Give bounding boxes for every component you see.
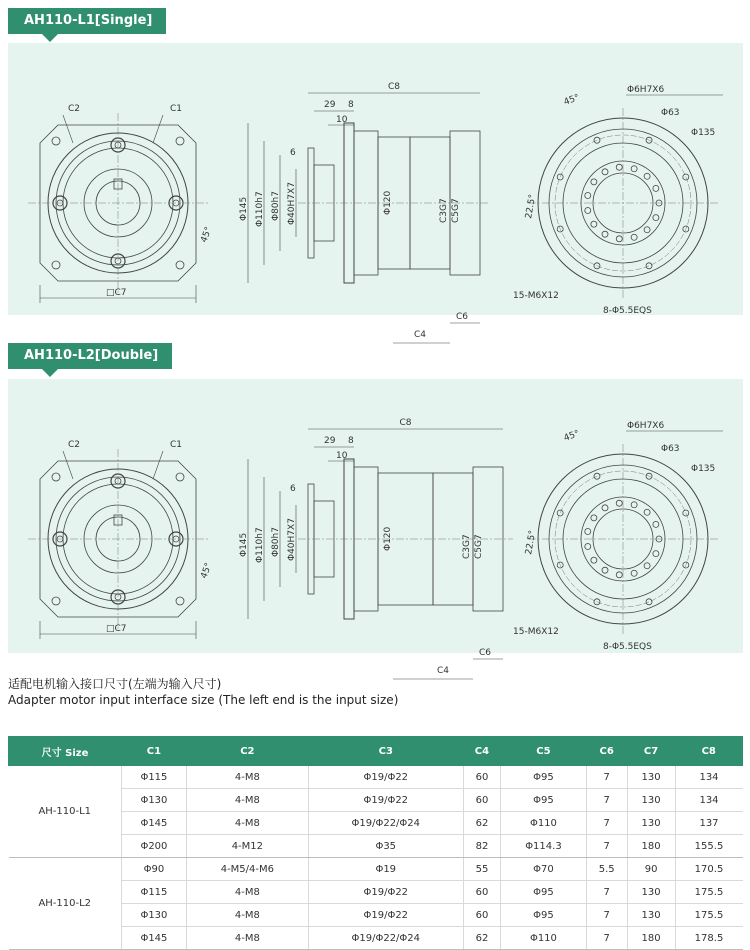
table-cell: 180 [627, 835, 675, 858]
dimension-label: Φ40H7X7 [287, 182, 297, 225]
tapped-hole [616, 164, 622, 170]
table-cell: 55 [463, 858, 500, 881]
dimension-label: 15-M6X12 [513, 627, 559, 637]
table-cell: 60 [463, 904, 500, 927]
dimension-label: C4 [414, 330, 427, 340]
dimension-label: Φ145 [239, 532, 249, 557]
tapped-hole [644, 173, 650, 179]
tapped-hole [631, 166, 637, 172]
tapped-hole [616, 236, 622, 242]
table-cell: 60 [463, 766, 500, 789]
dimension-label: C2 [68, 440, 81, 450]
table-cell: Φ95 [501, 766, 587, 789]
header-c5: C5 [501, 737, 587, 766]
table-cell: Φ90 [122, 858, 187, 881]
table-cell: 62 [463, 812, 500, 835]
tapped-hole [631, 570, 637, 576]
table-cell: 60 [463, 881, 500, 904]
dimension-label: Φ63 [661, 108, 680, 118]
caption-english: Adapter motor input interface size (The left end is the input size) [8, 693, 399, 707]
table-cell: 62 [463, 927, 500, 950]
tapped-hole [591, 179, 597, 185]
dimension-label: C2 [68, 104, 81, 114]
header-c4: C4 [463, 737, 500, 766]
dimension-label: Φ80h7 [271, 527, 281, 557]
tapped-hole [585, 207, 591, 213]
tapped-hole [602, 505, 608, 511]
table-cell: Φ19 [308, 858, 463, 881]
dimension-label: 6 [290, 484, 296, 494]
table-cell: Φ115 [122, 766, 187, 789]
table-cell: 130 [627, 812, 675, 835]
table-cell: Φ19/Φ22/Φ24 [308, 812, 463, 835]
dimension-label: 22.5° [524, 529, 539, 556]
table-cell: 4-M8 [186, 789, 308, 812]
table-cell: 4-M8 [186, 881, 308, 904]
table-cell: Φ95 [501, 881, 587, 904]
dimension-label: □C7 [106, 288, 127, 298]
section-title-single: AH110-L1[Single] [8, 8, 166, 34]
tapped-hole [644, 509, 650, 515]
header-c1: C1 [122, 737, 187, 766]
dimension-label: Φ110h7 [255, 191, 265, 227]
model-cell: AH-110-L2 [9, 858, 122, 950]
tapped-hole [653, 215, 659, 221]
dimension-label: Φ6H7X6 [627, 421, 665, 431]
dimension-label: Φ135 [691, 464, 716, 474]
table-cell: 5.5 [586, 858, 627, 881]
dimension-label: 10 [336, 451, 348, 461]
dimension-label: C5G7 [474, 534, 484, 559]
table-row [9, 766, 743, 789]
table-cell: Φ130 [122, 789, 187, 812]
header-c2: C2 [186, 737, 308, 766]
corner-hole [176, 473, 184, 481]
dimension-label: 22.5° [524, 193, 539, 220]
dimension-label: C3G7 [462, 534, 472, 559]
corner-hole [52, 261, 60, 269]
table-cell: 4-M5/4-M6 [186, 858, 308, 881]
dimension-label: C5G7 [451, 198, 461, 223]
dimension-label: 29 [324, 436, 336, 446]
table-cell: Φ200 [122, 835, 187, 858]
header-size: 尺寸 Size [9, 737, 122, 766]
dimension-label: Φ80h7 [271, 191, 281, 221]
dimension-label: C4 [437, 666, 450, 676]
table-cell: Φ19/Φ22 [308, 789, 463, 812]
dimension-label: Φ120 [383, 526, 393, 551]
drawing-line [63, 115, 73, 143]
table-cell: 175.5 [675, 904, 743, 927]
tapped-hole [591, 515, 597, 521]
table-cell: 170.5 [675, 858, 743, 881]
dimension-label: Φ135 [691, 128, 716, 138]
tapped-hole [653, 521, 659, 527]
table-cell: Φ115 [122, 881, 187, 904]
corner-hole [176, 261, 184, 269]
dimension-label: C6 [479, 648, 492, 658]
drawing-line [153, 451, 163, 479]
table-cell: Φ145 [122, 927, 187, 950]
dimension-label: 29 [324, 100, 336, 110]
table-cell: Φ19/Φ22/Φ24 [308, 927, 463, 950]
table-cell: 4-M8 [186, 766, 308, 789]
dimension-label: C6 [456, 312, 469, 322]
table-cell: 175.5 [675, 881, 743, 904]
table-cell: 7 [586, 766, 627, 789]
table-cell: 134 [675, 789, 743, 812]
dimension-label: Φ110h7 [255, 527, 265, 563]
table-cell: Φ145 [122, 812, 187, 835]
header-c3: C3 [308, 737, 463, 766]
table-cell: 7 [586, 927, 627, 950]
mounting-hole [557, 174, 563, 180]
table-cell: Φ19/Φ22 [308, 881, 463, 904]
dimension-label: 8-Φ5.5EQS [603, 642, 652, 652]
table-cell: Φ110 [501, 812, 587, 835]
mounting-hole [683, 510, 689, 516]
mounting-hole [557, 510, 563, 516]
table-cell: 7 [586, 789, 627, 812]
table-cell: Φ19/Φ22 [308, 904, 463, 927]
drawing-panel-double [8, 379, 743, 676]
dimension-label: 45° [199, 561, 215, 581]
tapped-hole [602, 231, 608, 237]
table-cell: 130 [627, 904, 675, 927]
dimension-label: 10 [336, 115, 348, 125]
table-cell: 7 [586, 835, 627, 858]
dimension-label: Φ145 [239, 196, 249, 221]
dimension-label: Φ6H7X6 [627, 85, 665, 95]
tapped-hole [585, 529, 591, 535]
dimension-label: 6 [290, 148, 296, 158]
drawing-double [8, 379, 743, 676]
table-cell: 7 [586, 881, 627, 904]
mounting-hole [646, 263, 652, 269]
table-cell: 7 [586, 812, 627, 835]
tapped-hole [602, 169, 608, 175]
table-cell: Φ114.3 [501, 835, 587, 858]
table-cell: 4-M8 [186, 812, 308, 835]
dimension-label: □C7 [106, 624, 127, 634]
table-cell: Φ130 [122, 904, 187, 927]
tapped-hole [631, 234, 637, 240]
dimension-label: Φ120 [383, 190, 393, 215]
table-cell: Φ35 [308, 835, 463, 858]
table-cell: Φ95 [501, 789, 587, 812]
tapped-hole [644, 227, 650, 233]
dimension-label: Φ63 [661, 444, 680, 454]
mounting-hole [646, 599, 652, 605]
table-cell: 155.5 [675, 835, 743, 858]
tapped-hole [591, 557, 597, 563]
drawing-line [63, 451, 73, 479]
dimension-label: 15-M6X12 [513, 291, 559, 301]
table-cell: 130 [627, 881, 675, 904]
dimension-label: 45° [562, 428, 582, 444]
table-cell: Φ110 [501, 927, 587, 950]
dimension-label: C8 [399, 418, 412, 428]
table-cell: 130 [627, 789, 675, 812]
corner-hole [52, 137, 60, 145]
tapped-hole [616, 500, 622, 506]
table-cell: 4-M8 [186, 927, 308, 950]
table-header-row [9, 737, 743, 766]
table-cell: 7 [586, 904, 627, 927]
tapped-hole [591, 221, 597, 227]
header-c8: C8 [675, 737, 743, 766]
tapped-hole [585, 543, 591, 549]
size-table [8, 736, 743, 950]
section-title-double: AH110-L2[Double] [8, 343, 172, 369]
tapped-hole [585, 193, 591, 199]
table-cell: 4-M8 [186, 904, 308, 927]
table-cell: 180 [627, 927, 675, 950]
dimension-label: C3G7 [439, 198, 449, 223]
dimension-label: 8 [348, 100, 354, 110]
table-cell: 134 [675, 766, 743, 789]
dimension-label: 45° [562, 92, 582, 108]
table-body [9, 766, 743, 950]
drawing-line [153, 115, 163, 143]
tapped-hole [616, 572, 622, 578]
table-cell: Φ70 [501, 858, 587, 881]
table-cell: 178.5 [675, 927, 743, 950]
tapped-hole [644, 563, 650, 569]
caption-chinese: 适配电机输入接口尺寸(左端为输入尺寸) [8, 677, 222, 691]
model-cell: AH-110-L1 [9, 766, 122, 858]
drawing-panel-single [8, 43, 743, 340]
table-cell: 90 [627, 858, 675, 881]
dimension-label: C1 [170, 104, 183, 114]
tapped-hole [631, 502, 637, 508]
corner-hole [176, 597, 184, 605]
dimension-label: Φ40H7X7 [287, 518, 297, 561]
tapped-hole [602, 567, 608, 573]
mounting-hole [683, 174, 689, 180]
drawing-single [8, 43, 743, 340]
dimension-label: 8-Φ5.5EQS [603, 306, 652, 316]
table-cell: 130 [627, 766, 675, 789]
table-cell: 60 [463, 789, 500, 812]
table-cell: 82 [463, 835, 500, 858]
dimension-label: 45° [199, 225, 215, 245]
tapped-hole [653, 185, 659, 191]
table-cell: Φ95 [501, 904, 587, 927]
table-cell: 4-M12 [186, 835, 308, 858]
corner-hole [52, 473, 60, 481]
header-c7: C7 [627, 737, 675, 766]
corner-hole [52, 597, 60, 605]
table-cell: Φ19/Φ22 [308, 766, 463, 789]
dimension-label: C1 [170, 440, 183, 450]
dimension-label: C8 [388, 82, 401, 92]
tapped-hole [653, 551, 659, 557]
corner-hole [176, 137, 184, 145]
header-c6: C6 [586, 737, 627, 766]
table-cell: 137 [675, 812, 743, 835]
table-row [9, 858, 743, 881]
dimension-label: 8 [348, 436, 354, 446]
